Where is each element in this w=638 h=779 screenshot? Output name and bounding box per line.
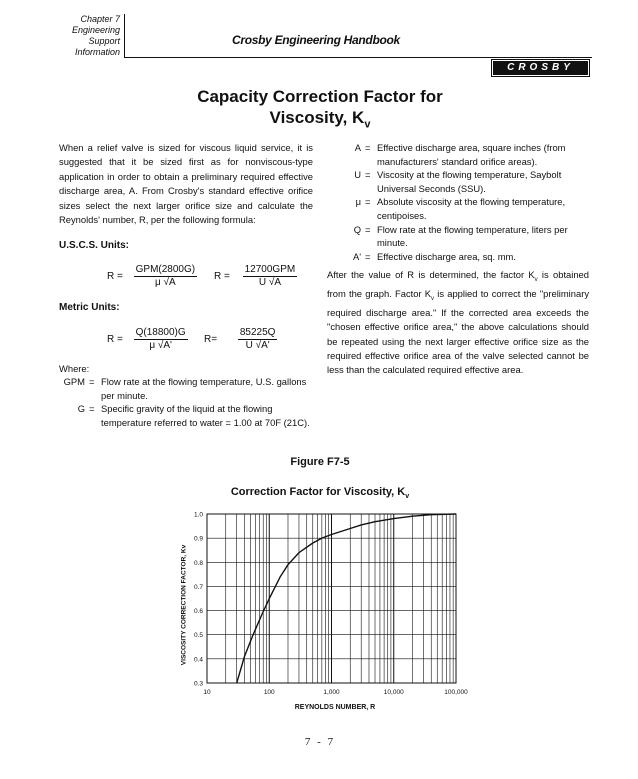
equation-lhs: R = [107,334,123,346]
subscript: v [431,295,435,302]
definition-text: Effective discharge area, square inches (from manufacturers' standard orifice areas). [377,142,566,167]
definition-text: Specific gravity of the liquid at the flowing temperature referred to water = 1.00 at 70F (21C). [101,403,310,428]
title-line-2-text: Viscosity, K [269,108,365,127]
crosby-logo: CROSBY [491,59,590,77]
definition-equals: = [365,223,371,235]
x-axis-title: REYNOLDS NUMBER, R [294,704,376,711]
fraction-denominator: U √A' [245,340,270,352]
y-tick-label: 0.5 [193,632,203,640]
where-label: Where: [59,363,90,374]
y-tick-label: 0.9 [193,535,203,543]
fraction-denominator: μ √A [155,276,176,288]
fraction-denominator: μ √A' [149,340,172,352]
fraction-numerator: GPM(2800G) [135,263,196,275]
intro-paragraph: When a relief valve is sized for viscous liquid service, it is suggested that it be sized first as for nonviscous-type application in order to obtain a preliminary required effective discharge area, A. From Crosby's standard effective orifice sizes select the next larger orifice size and calculate the Reynolds' number, R, per the following formula: [59,142,313,226]
fraction-numerator: Q(18800)G [135,327,186,339]
y-tick-label: 0.7 [193,583,203,591]
definition-equals: = [365,250,371,262]
definition-equals: = [365,196,371,208]
uscs-heading: U.S.C.S. Units: [59,240,130,252]
y-axis-title-text: VISCOSITY CORRECTION FACTOR, Kv [180,544,188,666]
y-tick-label: 0.3 [193,680,203,688]
equation-lhs: R = [107,270,123,282]
x-tick-label: 10,000 [383,689,404,696]
after-paragraph-part: is applied to correct the "preliminary required discharge area." If the corrected area exceeds the "chosen effective orifice area," the above calculations should be repeated using the next larger effective orifice size as the required effective orifice area of the valve selected cannot be less than the calculated required effective area. [327,288,590,375]
after-paragraph-part: is obtained from the graph. Factor K [327,269,589,300]
definition-equals: = [365,142,371,153]
chapter-line: Information [74,47,120,57]
y-tick-label: 0.8 [193,559,203,567]
definition-equals: = [365,169,371,181]
equation-lhs: R = [214,270,230,282]
definition-symbol: Q [353,223,361,235]
definition-text: Flow rate at the flowing temperature, U.S. gallons per minute. [101,376,307,401]
definition-text: Flow rate at the flowing temperature, liters per minute. [377,223,568,249]
definition-symbol: μ [355,196,361,208]
subscript: v [534,276,538,283]
after-paragraph-part: After the value of R is determined, the factor K [327,269,535,280]
definition-symbol: A' [352,250,361,262]
figure-label: Figure F7-5 [290,456,350,468]
equation-lhs: R= [204,334,218,346]
figure-title-text: Correction Factor for Viscosity, K [230,486,406,498]
figure-title-subscript: v [405,493,410,501]
page-number: 7 - 7 [304,736,336,748]
definition-text: Effective discharge area, sq. mm. [377,250,516,262]
title-subscript: v [364,118,371,131]
y-tick-label: 0.4 [193,656,203,664]
fraction-numerator: 85225Q [239,327,276,339]
definition-symbol: G [77,403,85,415]
y-tick-label: 1.0 [193,511,203,519]
metric-heading: Metric Units: [59,301,120,313]
x-tick-label: 100 [263,689,275,696]
title-line-1: Capacity Correction Factor for [197,87,443,106]
definition-equals: = [89,403,95,415]
fraction-numerator: 12700GPM [244,263,296,275]
x-tick-label: 1,000 [323,689,340,696]
definition-symbol: A [354,142,361,153]
definition-text: Absolute viscosity at the flowing temperature, centipoises. [377,196,566,221]
chapter-line: Engineering [71,25,120,35]
definition-text: Viscosity at the flowing temperature, Saybolt Universal Seconds (SSU). [377,169,562,194]
chapter-line: Support [88,36,120,46]
y-tick-label: 0.6 [193,608,203,616]
x-tick-label: 100,000 [444,689,468,696]
chapter-line: Chapter 7 [80,14,120,24]
fraction-denominator: U √A [258,276,281,288]
y-axis-title [180,520,188,690]
definition-symbol: U [354,169,361,181]
x-tick-label: 10 [203,689,211,696]
handbook-title: Crosby Engineering Handbook [232,33,400,47]
definition-symbol: GPM [63,376,85,388]
definition-equals: = [89,376,95,388]
